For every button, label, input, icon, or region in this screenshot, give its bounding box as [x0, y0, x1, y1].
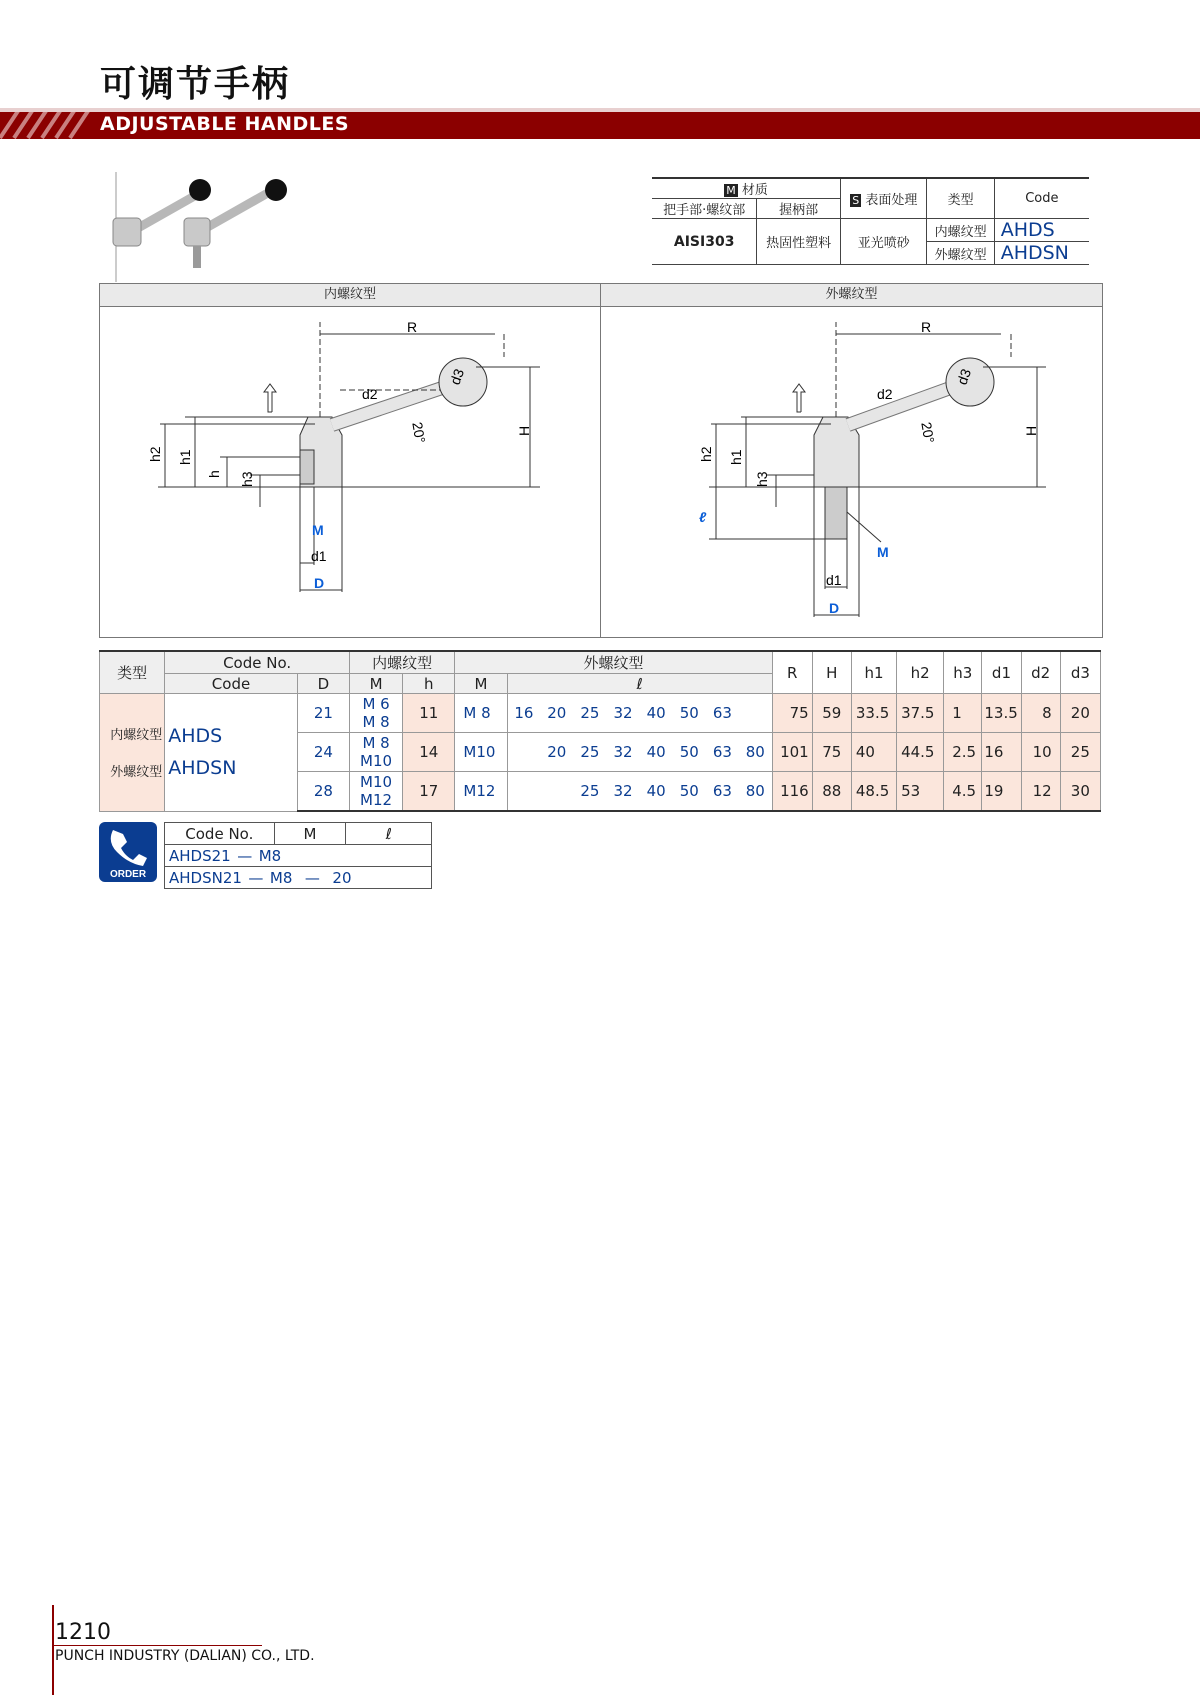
spec-l-value: 32 [606, 772, 639, 812]
label-M-male: M [877, 544, 889, 560]
spec-l-value: 50 [673, 733, 706, 772]
spec-header-d1: d1 [982, 651, 1021, 694]
label-d2: d2 [362, 386, 378, 402]
surface-value: 亚光喷砂 [841, 219, 927, 265]
spec-H: 59 [812, 694, 851, 733]
spec-l-value: 40 [640, 772, 673, 812]
order-M: M8 [258, 846, 282, 865]
spec-D: 21 [297, 694, 349, 733]
female-thread-drawing [100, 307, 600, 637]
spec-l-value: 40 [640, 694, 673, 733]
order-dash: — [304, 868, 320, 887]
spec-Mf-value: M10 [360, 773, 393, 791]
spec-d1: 16 [982, 733, 1021, 772]
spec-h1: 33.5 [851, 694, 896, 733]
spec-d3: 30 [1060, 772, 1100, 812]
page-title-en: ADJUSTABLE HANDLES [100, 113, 350, 135]
material-value: AISI303 [652, 219, 757, 265]
spec-l-value: 63 [706, 733, 739, 772]
label-angle-male: 20° [918, 420, 938, 445]
spec-Mm: M 8 [455, 694, 507, 733]
order-dash: — [237, 846, 253, 865]
spec-l-value: 63 [706, 772, 739, 812]
grip-value: 热固性塑料 [757, 219, 841, 265]
spec-Mf-value: M10 [360, 752, 393, 770]
footer-rule-horizontal [52, 1645, 262, 1646]
spec-l-value: 50 [673, 772, 706, 812]
spec-Mf [349, 772, 402, 812]
spec-header-h2: h2 [897, 651, 944, 694]
spec-Mf [349, 694, 402, 733]
spec-header-h1: h1 [851, 651, 896, 694]
spec-l-value: 50 [673, 694, 706, 733]
label-h3-male: h3 [754, 471, 770, 487]
company-name: PUNCH INDUSTRY (DALIAN) CO., LTD. [55, 1648, 315, 1664]
label-l: ℓ [699, 509, 707, 525]
code-ahds: AHDS [994, 219, 1089, 242]
label-d1: d1 [311, 548, 327, 564]
spec-Mf [349, 733, 402, 772]
spec-header-d3: d3 [1060, 651, 1100, 694]
spec-d2: 12 [1021, 772, 1060, 812]
type-female: 内螺纹型 [927, 219, 994, 242]
grip-label: 握柄部 [757, 199, 841, 219]
spec-l-value: 32 [606, 733, 639, 772]
order-badge [99, 822, 159, 884]
spec-l-value: 25 [573, 733, 606, 772]
spec-h1: 48.5 [851, 772, 896, 812]
page-title-cn: 可调节手柄 [100, 64, 291, 105]
spec-h3: 1 [944, 694, 982, 733]
material-label: 材质 [741, 183, 768, 198]
label-M: M [312, 522, 324, 538]
spec-h: 14 [403, 733, 455, 772]
spec-code-ahdsn: AHDSN [168, 757, 237, 780]
label-angle: 20° [409, 420, 429, 445]
label-D-male: D [829, 600, 840, 616]
order-row [165, 867, 432, 889]
label-H-male: H [1023, 425, 1039, 436]
spec-l-value [739, 694, 772, 733]
spec-code-ahds: AHDS [168, 725, 223, 748]
label-h: h [206, 470, 222, 478]
diagram-right-title: 外螺纹型 [601, 284, 1102, 307]
spec-h1: 40 [851, 733, 896, 772]
page-number: 1210 [55, 1620, 111, 1645]
spec-header-l: ℓ [507, 674, 772, 694]
label-d2-male: d2 [877, 386, 893, 402]
spec-d1: 19 [982, 772, 1021, 812]
spec-header-female: 内螺纹型 [349, 651, 454, 674]
spec-d1: 13.5 [982, 694, 1021, 733]
spec-h2: 37.5 [897, 694, 944, 733]
spec-type-female: 内螺纹型 [110, 728, 163, 744]
spec-H: 75 [812, 733, 851, 772]
spec-h: 17 [403, 772, 455, 812]
material-badge: M [726, 184, 736, 197]
table-row [100, 694, 1101, 733]
type-header: 类型 [927, 178, 994, 219]
order-code: AHDS21 [169, 846, 231, 865]
spec-l-value: 63 [706, 694, 739, 733]
spec-l-value [507, 733, 540, 772]
order-header-l: ℓ [346, 823, 432, 845]
spec-h2: 53 [897, 772, 944, 812]
spec-header-H: H [812, 651, 851, 694]
spec-header-hf: h [403, 674, 455, 694]
spec-l-value: 20 [540, 694, 573, 733]
spec-table [99, 650, 1101, 812]
label-d1-male: d1 [826, 572, 842, 588]
spec-header-codeno: Code No. [165, 651, 350, 674]
label-R: R [407, 319, 418, 335]
spec-H: 88 [812, 772, 851, 812]
spec-header-R: R [772, 651, 812, 694]
spec-d2: 8 [1021, 694, 1060, 733]
material-table [652, 177, 1089, 265]
spec-l-value: 80 [739, 733, 772, 772]
order-header-code: Code No. [165, 823, 275, 845]
spec-D: 24 [297, 733, 349, 772]
label-D: D [314, 575, 325, 591]
spec-header-Mf: M [349, 674, 402, 694]
spec-code-cell [165, 694, 298, 812]
surface-label: 表面处理 [865, 193, 918, 208]
product-photo [108, 172, 298, 282]
order-l: 20 [332, 868, 352, 887]
spec-d2: 10 [1021, 733, 1060, 772]
spec-h: 11 [403, 694, 455, 733]
spec-D: 28 [297, 772, 349, 812]
label-R-male: R [921, 319, 932, 335]
spec-R: 75 [772, 694, 812, 733]
spec-R: 101 [772, 733, 812, 772]
spec-d3: 25 [1060, 733, 1100, 772]
surface-badge: S [852, 194, 860, 207]
order-dash: — [248, 868, 264, 887]
label-h3: h3 [239, 471, 255, 487]
spec-type-cell [100, 694, 165, 812]
spec-l-value [540, 772, 573, 812]
spec-header-Mm: M [455, 674, 507, 694]
spec-h2: 44.5 [897, 733, 944, 772]
spec-header-D: D [297, 674, 349, 694]
order-code: AHDSN21 [169, 868, 242, 887]
label-H: H [516, 425, 532, 436]
spec-Mf-value: M12 [360, 791, 393, 809]
label-h1-male: h1 [728, 449, 744, 465]
spec-d3: 20 [1060, 694, 1100, 733]
spec-l-value: 40 [640, 733, 673, 772]
order-header-M: M [274, 823, 346, 845]
spec-h3: 4.5 [944, 772, 982, 812]
spec-Mf-value: M 6 [362, 695, 390, 713]
spec-header-type: 类型 [100, 651, 165, 694]
handle-thread-label: 把手部·螺纹部 [652, 199, 757, 219]
type-male: 外螺纹型 [927, 242, 994, 265]
label-h1: h1 [177, 449, 193, 465]
order-table [164, 822, 432, 889]
spec-l-value: 20 [540, 733, 573, 772]
label-d3: d3 [446, 366, 468, 387]
spec-type-male: 外螺纹型 [110, 765, 163, 781]
spec-header-male: 外螺纹型 [455, 651, 772, 674]
diagram-panel [99, 283, 1103, 638]
diagram-left-title: 内螺纹型 [100, 284, 601, 307]
spec-l-value: 32 [606, 694, 639, 733]
spec-l-value: 25 [573, 772, 606, 812]
label-h2: h2 [147, 446, 163, 462]
spec-Mf-value: M 8 [362, 713, 390, 731]
code-ahdsn: AHDSN [994, 242, 1089, 265]
label-d3-male: d3 [953, 366, 975, 387]
spec-l-value: 16 [507, 694, 540, 733]
spec-Mf-value: M 8 [362, 734, 390, 752]
spec-header-h3: h3 [944, 651, 982, 694]
spec-l-value [507, 772, 540, 812]
order-row [165, 845, 432, 867]
code-header: Code [994, 178, 1089, 219]
male-thread-drawing [601, 307, 1101, 637]
order-badge-label: ORDER [109, 869, 147, 880]
footer-rule-vertical [52, 1605, 54, 1695]
spec-Mm: M10 [455, 733, 507, 772]
spec-h3: 2.5 [944, 733, 982, 772]
spec-Mm: M12 [455, 772, 507, 812]
spec-R: 116 [772, 772, 812, 812]
spec-l-value: 25 [573, 694, 606, 733]
order-M: M8 [269, 868, 293, 887]
spec-header-d2: d2 [1021, 651, 1060, 694]
label-h2-male: h2 [698, 446, 714, 462]
spec-header-code: Code [165, 674, 298, 694]
spec-l-value: 80 [739, 772, 772, 812]
